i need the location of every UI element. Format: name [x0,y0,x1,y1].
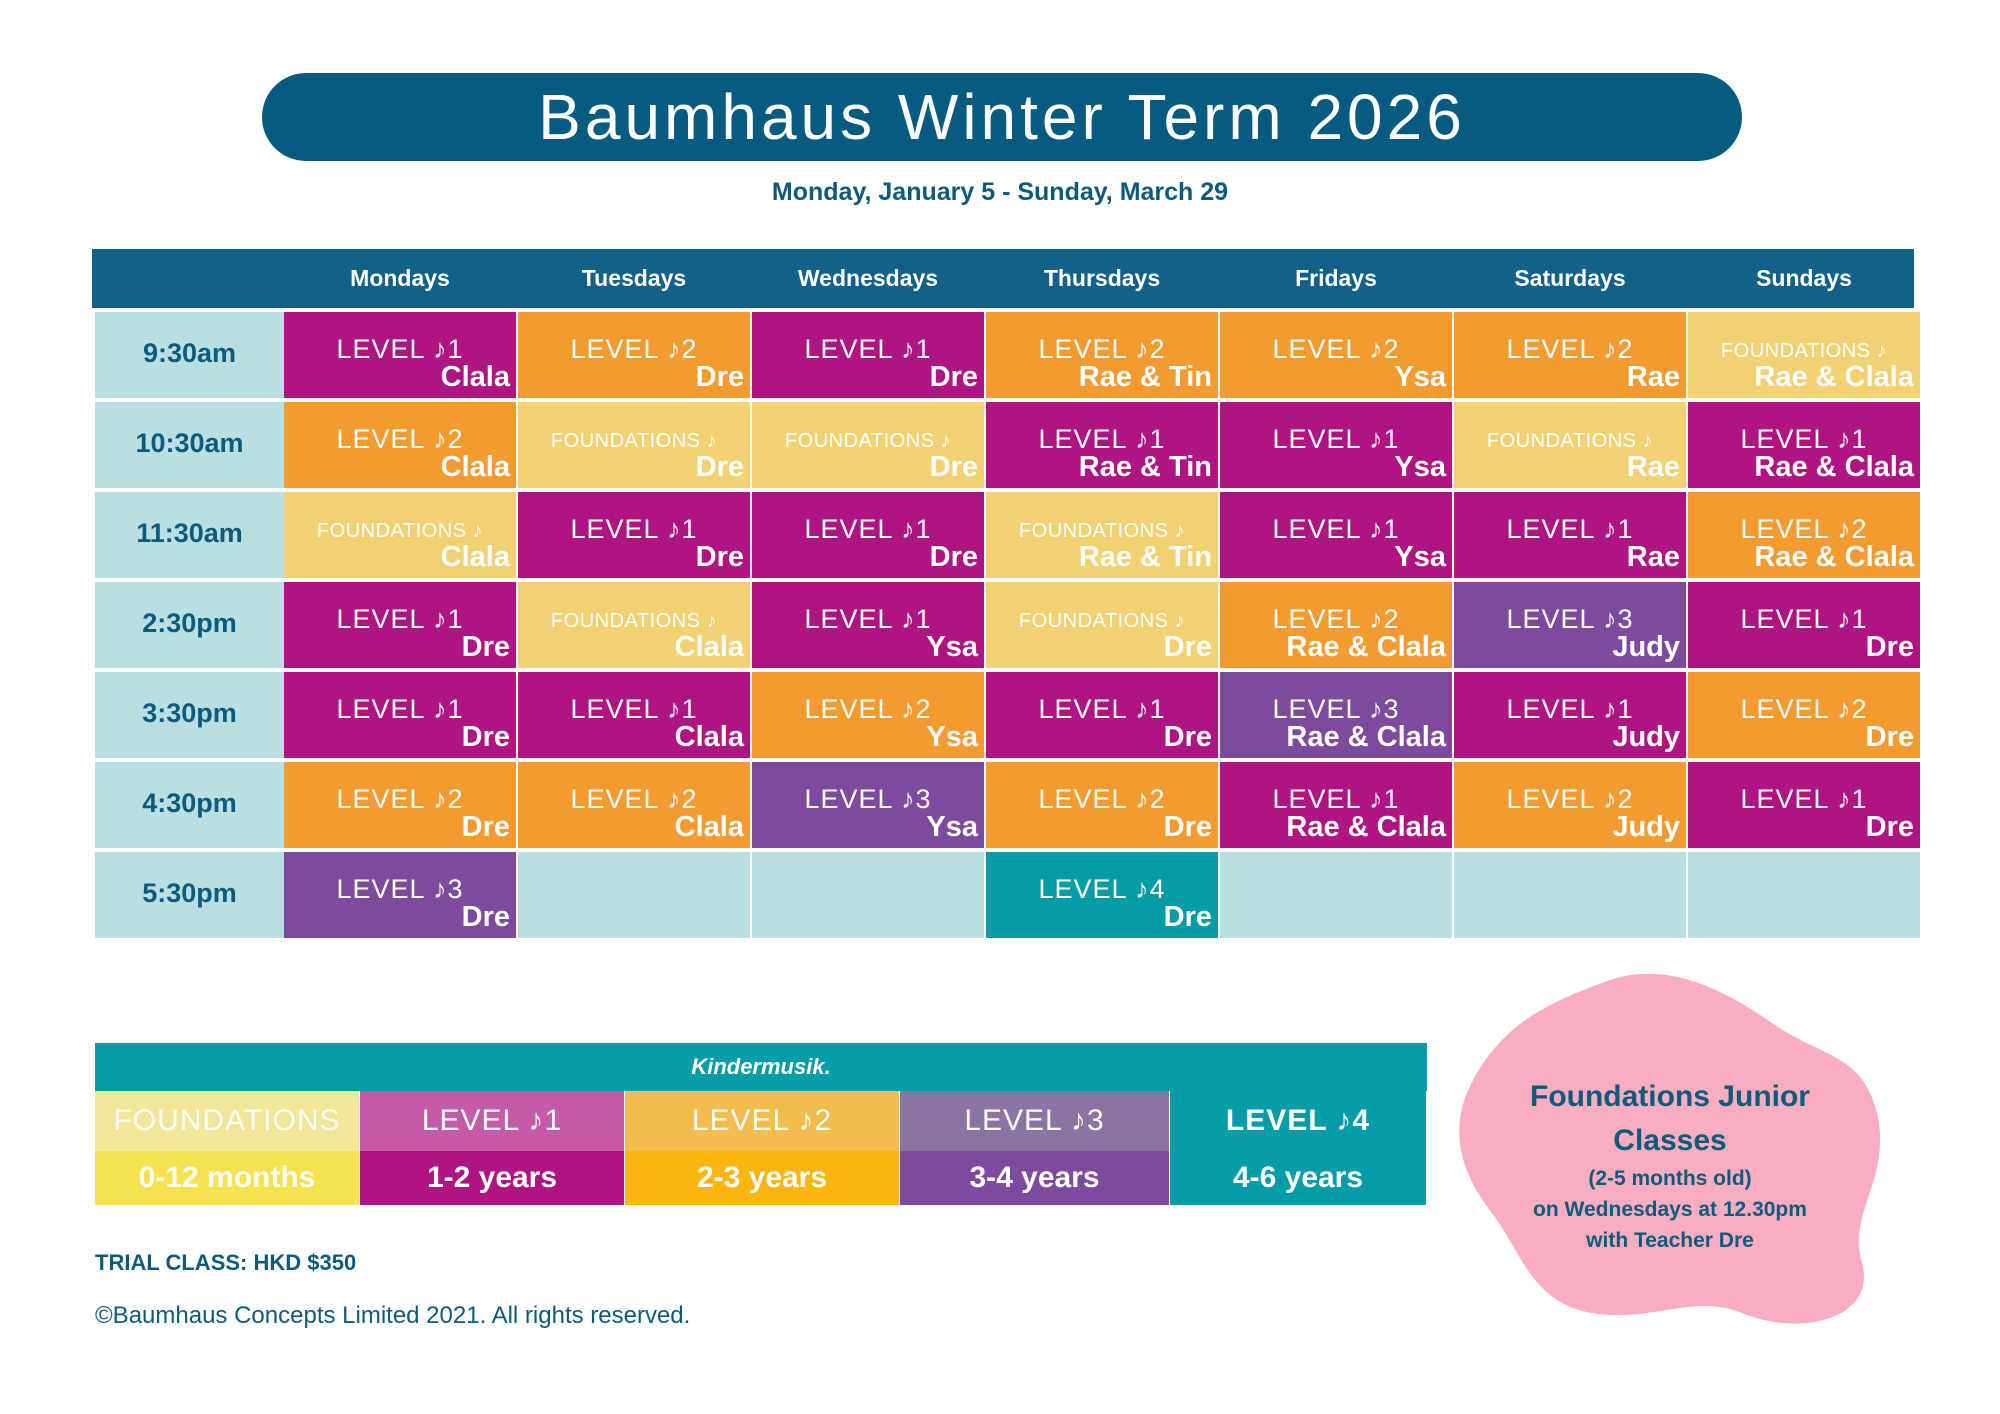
class-level: LEVEL ♪2 [1038,334,1166,364]
class-teacher: Ysa [1394,361,1446,393]
class-teacher: Rae & Tin [1078,451,1212,483]
legend-level-name: LEVEL ♪2 [625,1091,900,1151]
class-level: LEVEL ♪1 [1740,424,1868,454]
class-slot [284,492,516,578]
days-header [92,249,1914,308]
class-slot [518,672,750,758]
class-slot [1454,672,1686,758]
class-teacher: Judy [1612,811,1680,843]
time-slot-label: 11:30am [95,492,284,578]
class-teacher: Dre [461,721,510,753]
class-slot [1454,312,1686,398]
class-level: LEVEL ♪2 [570,784,698,814]
class-level: LEVEL ♪2 [1740,694,1868,724]
junior-age: (2-5 months old) [1588,1167,1752,1190]
page-title: Baumhaus Winter Term 2026 [262,73,1742,161]
class-slot [1688,312,1920,398]
class-level: FOUNDATIONS ♪ [1018,520,1186,542]
class-slot [986,492,1218,578]
class-teacher: Judy [1612,631,1680,663]
class-teacher: Dre [1163,811,1212,843]
day-header-mondays: Mondays [350,265,450,291]
class-level: LEVEL ♪1 [804,334,932,364]
class-slot [1220,762,1452,848]
level-legend [95,1043,1427,1205]
class-level: LEVEL ♪2 [804,694,932,724]
class-teacher: Rae & Clala [1754,361,1914,393]
class-teacher: Dre [1865,631,1914,663]
class-level: LEVEL ♪2 [336,424,464,454]
class-slot [284,582,516,668]
class-teacher: Rae & Clala [1754,541,1914,573]
class-teacher: Dre [695,541,744,573]
class-level: LEVEL ♪3 [1272,694,1400,724]
class-level: LEVEL ♪2 [1038,784,1166,814]
time-slot-label: 4:30pm [95,762,284,848]
class-slot [1454,762,1686,848]
legend-age-range: 1-2 years [360,1151,625,1205]
legend-age-range: 2-3 years [625,1151,900,1205]
class-level: FOUNDATIONS ♪ [784,430,952,452]
class-teacher: Rae [1626,451,1680,483]
class-slot [284,852,516,938]
day-header-wednesdays: Wednesdays [797,265,939,291]
junior-teacher: with Teacher Dre [1586,1229,1754,1252]
class-slot [986,672,1218,758]
class-level: LEVEL ♪1 [336,604,464,634]
class-slot [1220,492,1452,578]
class-teacher: Ysa [1394,451,1446,483]
legend-age-range: 4-6 years [1170,1151,1427,1205]
class-teacher: Ysa [926,721,978,753]
legend-age-range: 3-4 years [900,1151,1170,1205]
empty-slot [518,852,750,938]
class-slot [1688,402,1920,488]
class-slot [518,582,750,668]
class-teacher: Clala [440,361,510,393]
class-slot [1220,312,1452,398]
class-teacher: Dre [1163,721,1212,753]
class-slot [752,402,984,488]
trial-class-price: TRIAL CLASS: HKD $350 [95,1250,357,1275]
class-teacher: Rae [1626,361,1680,393]
day-header-tuesdays: Tuesdays [581,265,687,291]
day-header-sundays: Sundays [1756,265,1852,291]
class-teacher: Dre [461,811,510,843]
time-slot-label: 9:30am [95,312,284,398]
legend-level-name: LEVEL ♪4 [1170,1091,1427,1151]
class-slot [752,492,984,578]
class-slot [518,492,750,578]
class-level: LEVEL ♪1 [1506,694,1634,724]
time-slot-label: 3:30pm [95,672,284,758]
class-slot [1454,492,1686,578]
class-teacher: Clala [440,451,510,483]
class-teacher: Rae & Clala [1286,631,1446,663]
class-level: LEVEL ♪3 [336,874,464,904]
class-teacher: Judy [1612,721,1680,753]
class-slot [986,312,1218,398]
class-slot [284,312,516,398]
class-teacher: Dre [1163,901,1212,933]
class-slot [1688,672,1920,758]
class-teacher: Rae & Clala [1286,721,1446,753]
class-teacher: Rae & Clala [1754,451,1914,483]
class-level: LEVEL ♪1 [1038,694,1166,724]
class-teacher: Ysa [926,811,978,843]
class-slot [1688,762,1920,848]
class-teacher: Dre [929,361,978,393]
day-header-saturdays: Saturdays [1514,265,1626,291]
legend-level-name: LEVEL ♪3 [900,1091,1170,1151]
junior-title: Foundations Junior Classes [1530,1080,1810,1157]
legend-level-names [95,1091,1427,1151]
class-slot [284,672,516,758]
class-teacher: Ysa [1394,541,1446,573]
class-teacher: Dre [461,901,510,933]
class-slot [752,672,984,758]
term-dates: Monday, January 5 - Sunday, March 29 [771,178,1229,206]
class-teacher: Clala [674,631,744,663]
class-level: LEVEL ♪2 [1506,784,1634,814]
class-level: LEVEL ♪2 [1272,334,1400,364]
class-slot [752,582,984,668]
legend-header [95,1043,1427,1091]
time-slot-label: 10:30am [95,402,284,488]
class-level: LEVEL ♪3 [1506,604,1634,634]
class-level: LEVEL ♪2 [1740,514,1868,544]
class-slot [284,762,516,848]
class-level: LEVEL ♪1 [804,514,932,544]
class-slot [1454,402,1686,488]
class-level: FOUNDATIONS ♪ [1720,340,1888,362]
class-slot [284,402,516,488]
class-level: LEVEL ♪1 [1506,514,1634,544]
day-header-fridays: Fridays [1295,265,1377,291]
class-teacher: Rae & Clala [1286,811,1446,843]
class-level: LEVEL ♪3 [804,784,932,814]
class-teacher: Ysa [926,631,978,663]
class-slot [518,312,750,398]
class-level: LEVEL ♪1 [570,514,698,544]
copyright-notice: ©Baumhaus Concepts Limited 2021. All rights reserved. [95,1302,691,1329]
class-level: FOUNDATIONS ♪ [550,430,718,452]
class-level: LEVEL ♪1 [804,604,932,634]
class-level: FOUNDATIONS ♪ [1018,610,1186,632]
class-level: LEVEL ♪2 [1506,334,1634,364]
class-teacher: Dre [461,631,510,663]
time-slot-label: 5:30pm [95,852,284,938]
class-level: LEVEL ♪1 [336,334,464,364]
class-slot [1454,582,1686,668]
class-level: LEVEL ♪1 [1272,424,1400,454]
class-teacher: Rae & Tin [1078,541,1212,573]
class-teacher: Dre [695,361,744,393]
class-teacher: Dre [1163,631,1212,663]
class-level: LEVEL ♪1 [1740,784,1868,814]
class-slot [1220,582,1452,668]
class-level: LEVEL ♪1 [1740,604,1868,634]
class-slot [1220,672,1452,758]
class-slot [518,402,750,488]
class-teacher: Clala [674,721,744,753]
class-level: LEVEL ♪1 [1272,514,1400,544]
class-level: LEVEL ♪1 [1272,784,1400,814]
junior-when: on Wednesdays at 12.30pm [1533,1198,1807,1221]
class-slot [518,762,750,848]
legend-level-name: FOUNDATIONS [95,1091,360,1151]
class-slot [986,582,1218,668]
empty-slot [1454,852,1686,938]
legend-age-range: 0-12 months [95,1151,360,1205]
day-header-thursdays: Thursdays [1043,265,1161,291]
empty-slot [752,852,984,938]
class-teacher: Rae [1626,541,1680,573]
class-level: LEVEL ♪1 [336,694,464,724]
class-slot [986,852,1218,938]
class-teacher: Dre [1865,721,1914,753]
class-teacher: Dre [695,451,744,483]
class-level: LEVEL ♪2 [336,784,464,814]
class-teacher: Dre [1865,811,1914,843]
class-slot [986,762,1218,848]
class-teacher: Dre [929,451,978,483]
class-slot [1220,402,1452,488]
class-level: LEVEL ♪2 [1272,604,1400,634]
class-teacher: Clala [440,541,510,573]
class-level: LEVEL ♪1 [1038,424,1166,454]
junior-classes-note [1470,1075,1870,1256]
class-level: FOUNDATIONS ♪ [316,520,484,542]
empty-slot [1688,852,1920,938]
class-teacher: Dre [929,541,978,573]
class-teacher: Rae & Tin [1078,361,1212,393]
kindermusik-logo: Kindermusik. [691,1054,831,1079]
class-slot [752,762,984,848]
legend-age-ranges [95,1151,1427,1205]
legend-level-name: LEVEL ♪1 [360,1091,625,1151]
class-level: LEVEL ♪2 [570,334,698,364]
class-level: FOUNDATIONS ♪ [550,610,718,632]
class-level: FOUNDATIONS ♪ [1486,430,1654,452]
class-slot [1688,582,1920,668]
class-teacher: Clala [674,811,744,843]
class-slot [986,402,1218,488]
empty-slot [1220,852,1452,938]
class-level: LEVEL ♪4 [1038,874,1166,904]
class-slot [1688,492,1920,578]
class-level: LEVEL ♪1 [570,694,698,724]
class-slot [752,312,984,398]
time-slot-label: 2:30pm [95,582,284,668]
